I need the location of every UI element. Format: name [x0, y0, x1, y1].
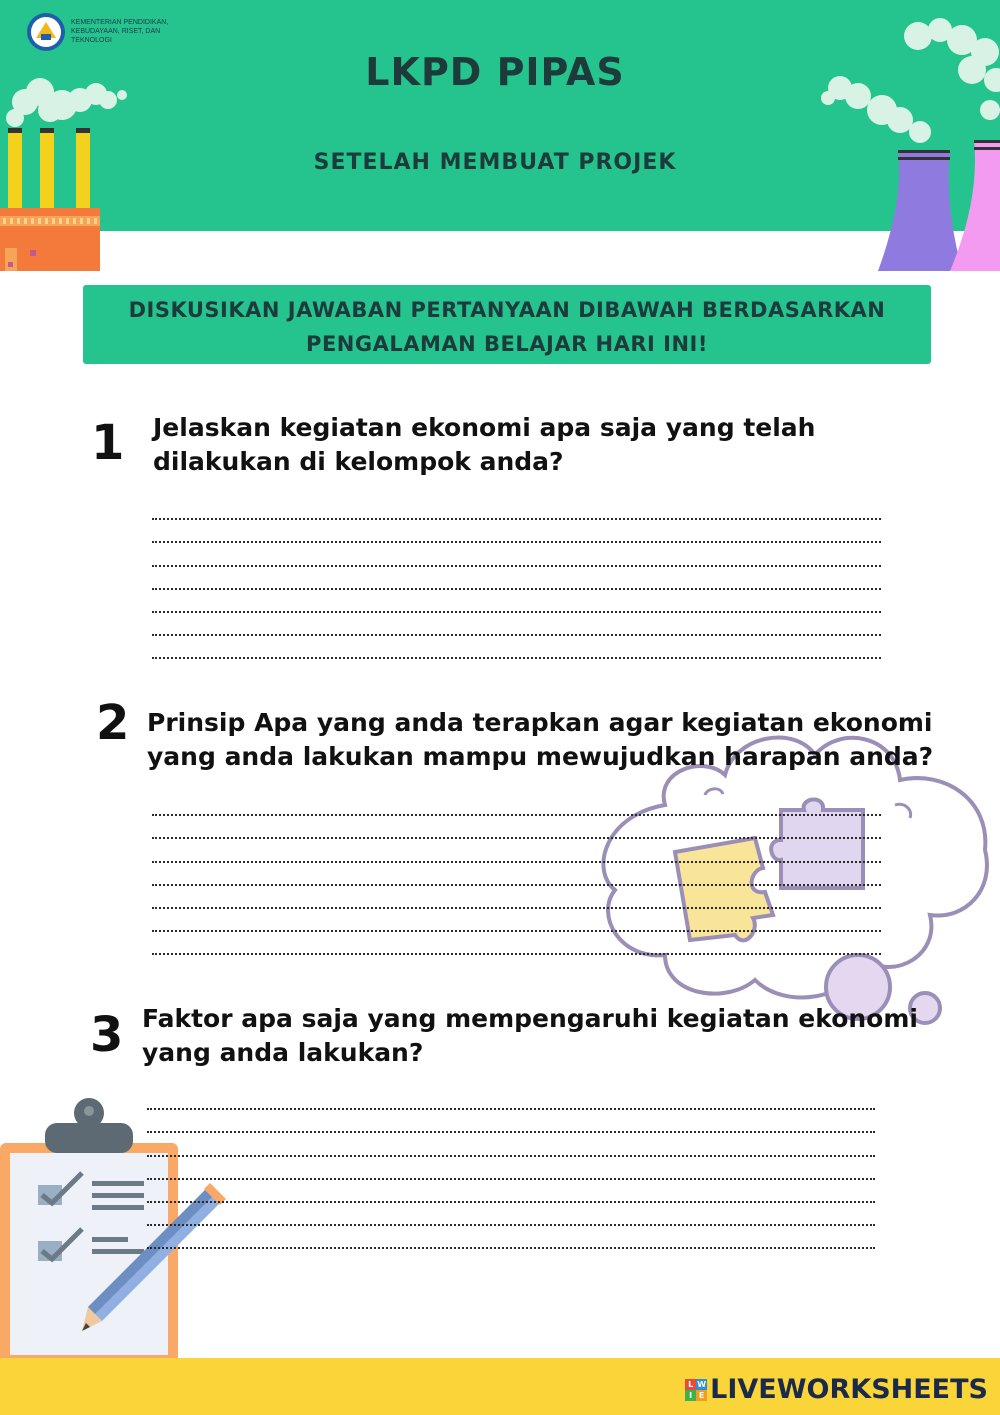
- question-line: Faktor apa saja yang mempengaruhi kegiatan ekonomi: [142, 1004, 918, 1033]
- answer-line: [152, 909, 881, 932]
- answer-line: [147, 1087, 875, 1110]
- ministry-line: TEKNOLOGI: [71, 37, 112, 44]
- answer-line: [152, 886, 881, 909]
- answer-line: [147, 1110, 875, 1133]
- answer-line: [152, 520, 881, 543]
- question-text-1: [153, 411, 873, 479]
- answer-line: [152, 793, 881, 816]
- answer-line: [152, 863, 881, 886]
- answer-line: [152, 497, 881, 520]
- question-line: yang anda lakukan?: [142, 1038, 424, 1067]
- badge-letter: W: [697, 1379, 707, 1389]
- answer-line: [147, 1157, 875, 1180]
- instruction-banner: [83, 285, 931, 364]
- instruction-text: [83, 293, 931, 361]
- footer-band: [0, 1358, 1000, 1415]
- answer-area-1[interactable]: [152, 497, 881, 659]
- question-line: Jelaskan kegiatan ekonomi apa saja yang telah: [153, 413, 816, 442]
- liveworksheets-logo[interactable]: [685, 1374, 988, 1405]
- answer-line: [147, 1133, 875, 1156]
- ministry-line: KEBUDAYAAN, RISET, DAN: [71, 28, 161, 35]
- answer-line: [152, 613, 881, 636]
- badge-letter: E: [696, 1390, 707, 1401]
- answer-line: [152, 839, 881, 862]
- answer-line: [152, 543, 881, 566]
- page-subtitle: SETELAH MEMBUAT PROJEK: [313, 150, 677, 175]
- question-number-2: 2: [96, 695, 130, 751]
- question-line: Prinsip Apa yang anda terapkan agar kegiatan ekonomi: [147, 708, 933, 737]
- answer-line: [152, 932, 881, 955]
- question-line: yang anda lakukan mampu mewujudkan harapan anda?: [147, 742, 934, 771]
- badge-letter: L: [685, 1379, 696, 1390]
- answer-line: [152, 816, 881, 839]
- question-number-1: 1: [91, 415, 125, 471]
- answer-line: [147, 1180, 875, 1203]
- answer-area-2[interactable]: [152, 793, 881, 955]
- answer-line: [147, 1226, 875, 1249]
- answer-line: [152, 636, 881, 659]
- page-title: LKPD PIPAS: [365, 50, 625, 94]
- smoke-cloud-icon: [821, 18, 1000, 143]
- smoke-cloud-icon: [6, 78, 127, 127]
- answer-area-3[interactable]: [147, 1087, 875, 1249]
- question-text-3: [142, 1002, 922, 1070]
- instruction-line: PENGALAMAN BELAJAR HARI INI!: [306, 332, 708, 356]
- question-number-3: 3: [90, 1007, 124, 1063]
- badge-letter: I: [685, 1390, 696, 1401]
- ministry-line: KEMENTERIAN PENDIDIKAN,: [71, 19, 169, 26]
- answer-line: [147, 1203, 875, 1226]
- answer-line: [152, 567, 881, 590]
- cooling-tower-icon: [800, 0, 1000, 275]
- question-line: dilakukan di kelompok anda?: [153, 447, 564, 476]
- liveworksheets-badge-icon: [685, 1379, 707, 1401]
- question-text-2: [147, 706, 947, 774]
- liveworksheets-wordmark: LIVEWORKSHEETS: [710, 1374, 988, 1405]
- answer-line: [152, 590, 881, 613]
- factory-icon: [0, 0, 135, 275]
- instruction-line: DISKUSIKAN JAWABAN PERTANYAAN DIBAWAH BERDASARKAN: [128, 298, 886, 322]
